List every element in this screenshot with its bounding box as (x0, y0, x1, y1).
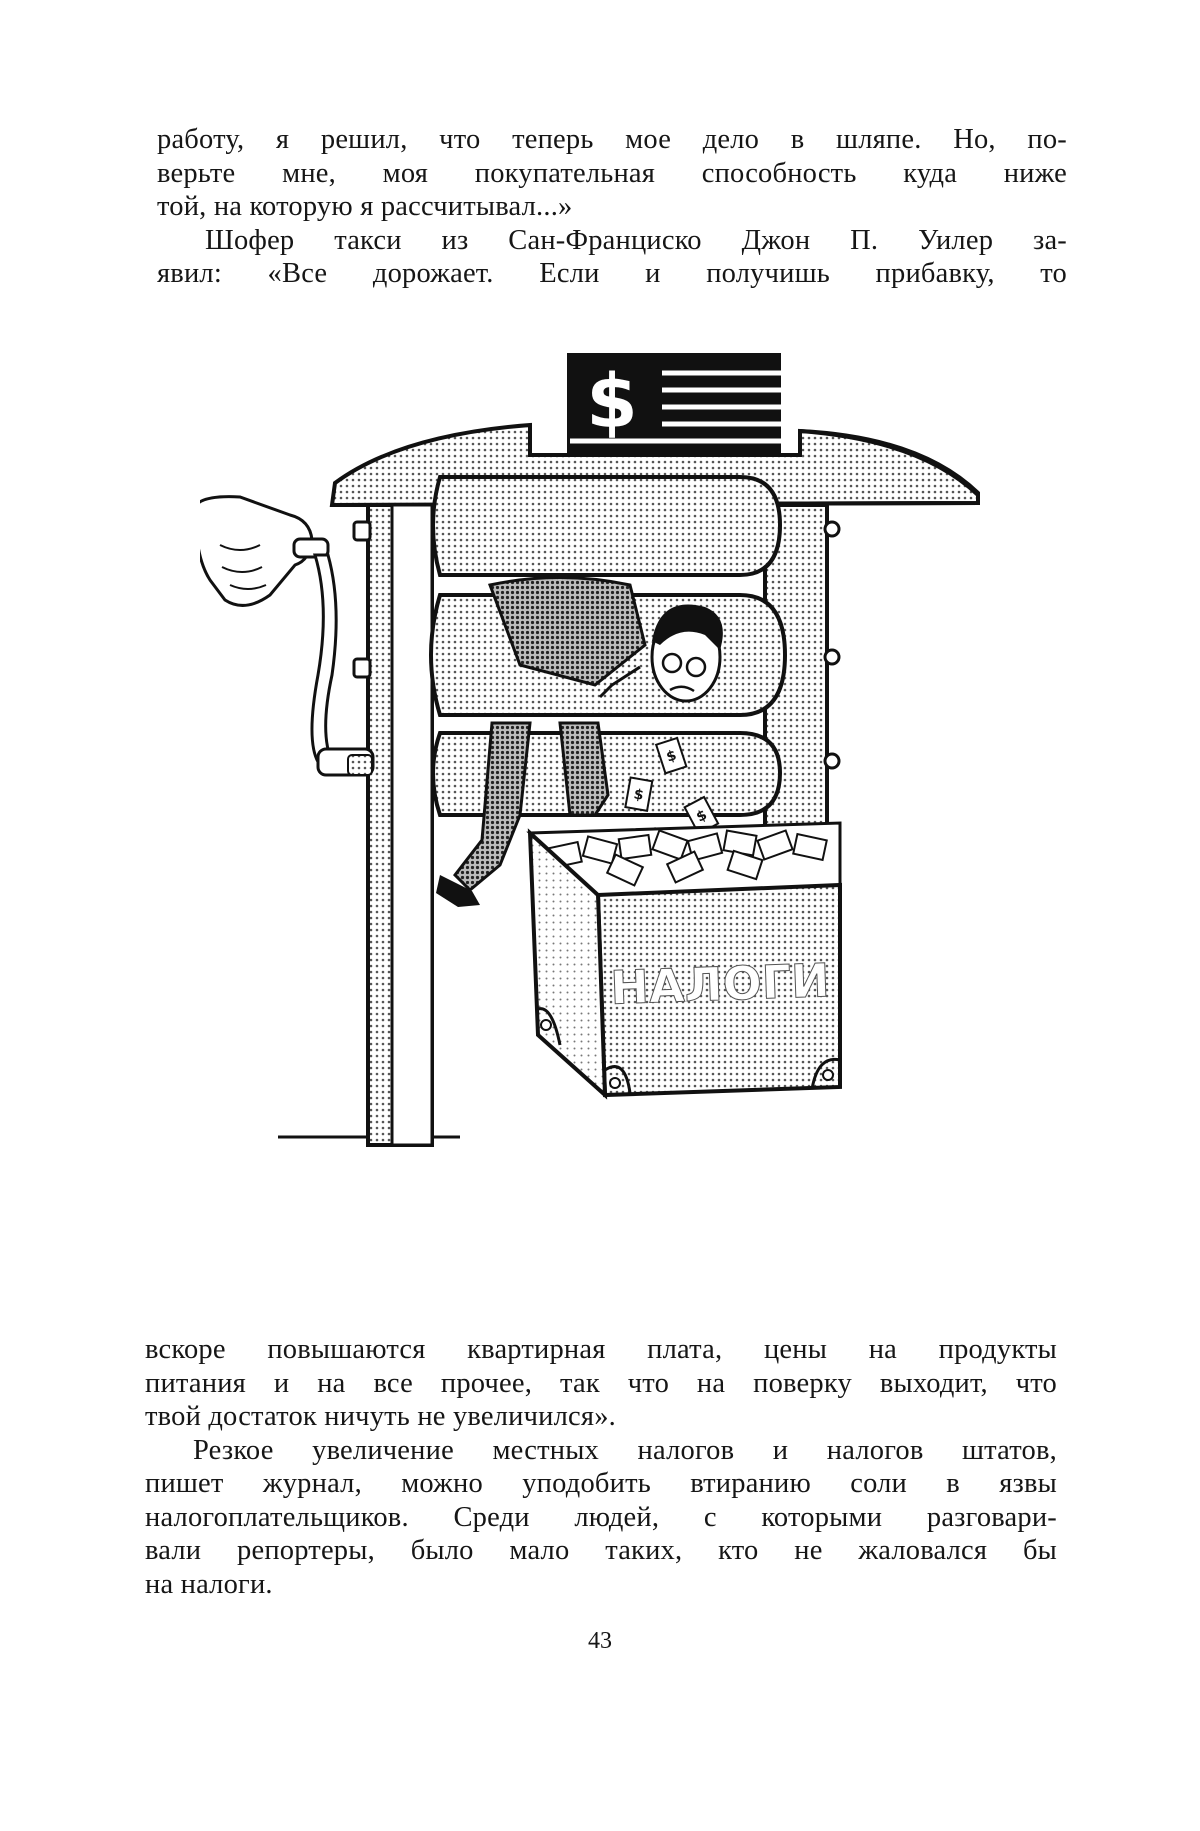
text-line: питания и на все прочее, так что на поверку выходит, что (145, 1367, 1057, 1399)
text-line: явил: «Все дорожает. Если и получишь прибавку, то (157, 258, 1067, 289)
text-line: пишет журнал, можно уподобить втиранию соли в язвы (145, 1468, 1057, 1499)
banknote-dollar-icon: $ (693, 806, 710, 826)
top-paragraph (157, 123, 1067, 291)
cartoon-tax-press-illustration (200, 345, 1000, 1295)
bottom-paragraph (145, 1333, 1057, 1601)
text-line: работу, я решил, что теперь мое дело в шляпе. Но, по- (157, 124, 1067, 155)
page-number: 43 (588, 1628, 612, 1654)
box-label: НАЛОГИ (609, 953, 831, 1015)
tax-box (530, 823, 840, 1095)
text-line: на налоги. (145, 1568, 273, 1600)
text-line: вскоре повышаются квартирная плата, цены на продукты (145, 1334, 1057, 1365)
text-line: Шофер такси из Сан-Франциско Джон П. Уилер за- (205, 224, 1067, 256)
text-line: твой достаток ничуть не увеличился». (145, 1401, 616, 1432)
banknote-dollar-icon: $ (632, 786, 645, 804)
text-line: верьте мне, моя покупательная способность куда ниже (157, 157, 1067, 189)
text-line: вали репортеры, было мало таких, кто не жаловался бы (145, 1535, 1057, 1566)
dollar-sign-icon: $ (586, 359, 638, 445)
crank-handle (200, 497, 373, 775)
text-line: налогоплательщиков. Среди людей, с которыми разговари- (145, 1501, 1057, 1533)
text-line: Резкое увеличение местных налогов и налогов штатов, (193, 1434, 1057, 1466)
banknote-dollar-icon: $ (664, 747, 679, 766)
text-line: той, на которую я рассчитывал...» (157, 191, 573, 222)
